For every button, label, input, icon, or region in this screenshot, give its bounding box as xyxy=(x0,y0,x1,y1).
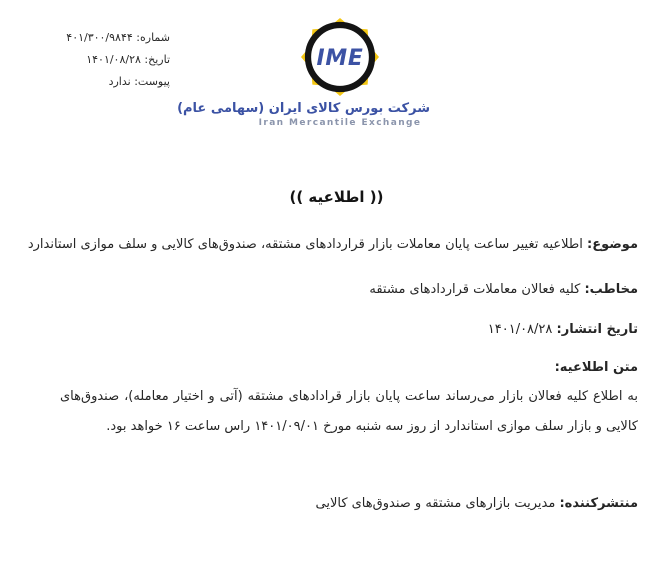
body-label: متن اطلاعیه: xyxy=(554,360,638,375)
document-meta xyxy=(0,27,170,93)
doc-date-value: ۱۴۰۱/۰۸/۲۸ xyxy=(86,53,141,66)
doc-number-value: ۴۰۱/۳۰۰/۹۸۴۴ xyxy=(66,31,133,44)
publish-date-line xyxy=(488,322,638,337)
subject-text: اطلاعیه تغییر ساعت پایان معاملات بازار قراردادهای مشتقه، صندوق‌های کالایی و سلف موازی استاندارد xyxy=(27,237,583,252)
doc-date-label: تاریخ: xyxy=(144,53,170,66)
doc-number-label: شماره: xyxy=(136,31,170,44)
audience-label: مخاطب: xyxy=(584,282,638,297)
audience-line xyxy=(369,282,638,297)
doc-date-line xyxy=(0,49,170,71)
logo-monogram: IME xyxy=(316,45,364,71)
publisher-line xyxy=(315,496,638,511)
doc-attachment-line xyxy=(0,71,170,93)
audience-text: کلیه فعالان معاملات قراردادهای مشتقه xyxy=(369,282,581,297)
company-name-en: Iran Mercantile Exchange xyxy=(258,118,422,128)
doc-number-line xyxy=(0,27,170,49)
publisher-text: مدیریت بازارهای مشتقه و صندوق‌های کالایی xyxy=(315,496,556,511)
body-label-line xyxy=(555,360,638,375)
company-name-fa: شرکت بورس کالای ایران (سهامی عام) xyxy=(177,101,430,116)
ime-logo-block xyxy=(177,18,430,128)
publish-date-value: ۱۴۰۱/۰۸/۲۸ xyxy=(487,322,553,337)
doc-attachment-label: پیوست: xyxy=(134,75,170,88)
ime-logo-icon xyxy=(301,18,379,96)
publish-date-label: تاریخ انتشار: xyxy=(556,322,638,337)
doc-attachment-value: ندارد xyxy=(108,75,131,88)
notice-title: (( اطلاعیه )) xyxy=(289,188,384,206)
subject-line xyxy=(28,237,638,252)
body-paragraph: به اطلاع کلیه فعالان بازار می‌رساند ساعت پایان بازار قرادادهای مشتقه (آتی و اختیار معامله)، صندوق‌های کالایی و بازار سلف موازی استاندارد از روز سه شنبه مورخ ۱۴۰۱/۰۹/۰۱ راس ساعت ۱۶ خواهد بود. xyxy=(60,389,638,434)
subject-label: موضوع: xyxy=(587,237,638,252)
publisher-label: منتشرکننده: xyxy=(559,496,638,511)
